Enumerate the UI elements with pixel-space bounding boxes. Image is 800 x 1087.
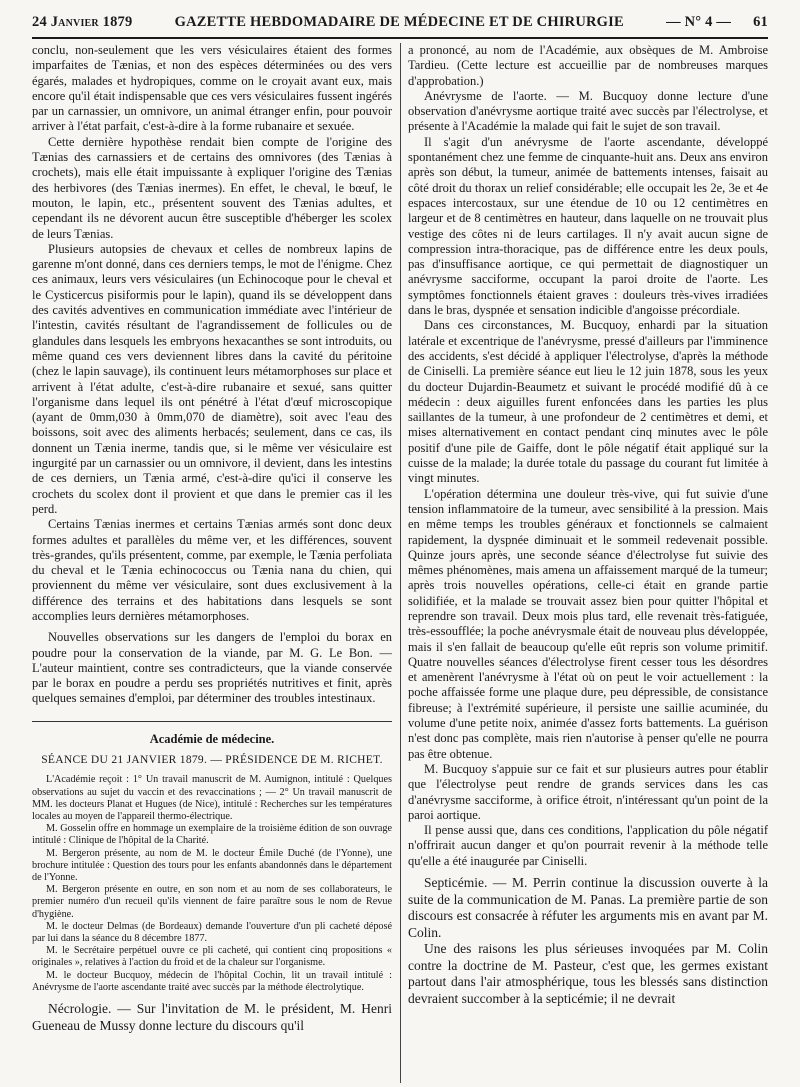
paragraph: Certains Tænias inermes et certains Tænias armés sont donc deux formes adultes et parallèles du même ver, et les différences, souvent très-grandes, qu'ils présentent, comme, par exemple, le Tænia perfoliata du cheval et le Tænia echinococcus ou Tænia nana du chien, qui proviennent du même ver vésiculaire, sont dues exclusivement à la différence des terrains et des habitations dans lesquels se sont accomplies leurs dernières métamorphoses. <box>32 517 392 623</box>
session-note: M. le docteur Delmas (de Bordeaux) demande l'ouverture d'un pli cacheté déposé par lui dans la séance du 8 décembre 1877. <box>32 920 392 944</box>
paragraph: Une des raisons les plus sérieuses invoquées par M. Colin contre la doctrine de M. Pasteur, c'est que, les germes existant partout dans l'air atmosphérique, tous les blessés sans distinction devraient succomber à la septicémie; il ne devrait <box>408 941 768 1006</box>
septicemie-paragraph: Septicémie. — M. Perrin continue la discussion ouverte à la suite de la communication de M. Panas. La première partie de son discours est consacrée à réfuter les arguments mis en avant par M. Colin. <box>408 875 768 940</box>
running-header <box>32 14 768 39</box>
issue-number: — N° 4 — <box>666 14 732 30</box>
aneurysm-paragraph: Anévrysme de l'aorte. — M. Bucquoy donne lecture d'une observation d'anévrysme aortique traité avec succès par l'électrolyse, et présente à l'Académie la malade qui fait le sujet de son travail. <box>408 88 768 134</box>
page-number: 61 <box>753 14 768 30</box>
paragraph: Plusieurs autopsies de chevaux et celles de nombreux lapins de garenne m'ont donné, dans ces derniers temps, le mot de l'énigme. Chez ces animaux, leurs vers vésiculaires (un Echinocoque pour le cheval et le Cysticercus pisiformis pour le lapin), quand ils se développent dans des cavités adventives en communication immédiate avec l'intérieur de l'intestin, cavités résultant de l'agrandissement de follicules ou de glandules dans lesquels les embryons hexacanthes se sont introduits, ou même quand ces vers deviennent libres dans la cavité du péritoine (chez le lapin sauvage), ils continuent leurs métamorphoses sur place et arrivent à l'état adulte, c'est-à-dire rubanaire et sexué, sans quitter l'organisme dans lequel ils ont pénétré à l'état d'œuf microscopique (ayant de 0mm,030 à 0mm,070 de diamètre), soit avec l'eau des boissons, soit avec des aliments herbacés; seulement, dans ce cas, ils donnent un Tænia inerme, tandis que, si le même ver vésiculaire est ingurgité par un carnassier ou un omnivore, il devient, dans les intestins de ces derniers, un Tænia armé, c'est-à-dire qu'ici il conserve les crochets du scolex dont il provient et que dans le premier cas il les perd. <box>32 241 392 516</box>
paragraph: Dans ces circonstances, M. Bucquoy, enhardi par la situation latérale et excentrique de l'anévrysme, pressé d'ailleurs par l'imminence des accidents, s'est décidé à appliquer l'électrolyse, d'après la méthode de Ciniselli. La première séance eut lieu le 12 juin 1878, sous les yeux du docteur Dujardin-Beaumetz et suivant le procédé modifié dû à ce médecin : deux aiguilles furent enfoncées dans les parties les plus saillantes de la tumeur, à une profondeur de 2 centimètres et demi, et mises alternativement en contact pendant cinq minutes avec le pôle positif d'une pile de Gaiffe, dont le pôle négatif était appliqué sur la cuisse de la malade; la durée totale du passage du courant fut limitée à vingt minutes. <box>408 318 768 486</box>
paragraph: L'opération détermina une douleur très-vive, qui fut suivie d'une tension inflammatoire de la tumeur, avec sensibilité à la pression. Mais en même temps les troubles généraux et fonctionnels se calmaient rapidement, la dyspnée diminuait et le sommeil redevenait possible. Quinze jours après, une seconde séance d'électrolyse fut suivie des mêmes phénomènes, mais amena un affaissement marqué de la tumeur; après trois nouvelles opérations, celle-ci était en grande partie solidifiée, et la malade se trouvait assez bien pour quitter l'hôpital et reprendre son travail. Deux mois plus tard, elle revenait très-fatiguée, très-essoufflée; la poche anévrysmale était de nouveau plus développée, mais il s'en fallait de beaucoup qu'elle eût repris son volume primitif. Quatre nouvelles séances d'électrolyse firent cesser tous les désordres et amenèrent l'anévrysme à l'état où on peut le voir actuellement : la poche affaissée forme une plaque dure, peu dépressible, de consistance fibreuse; à l'extrémité supérieure, il persiste une saillie acuminée, du volume d'une petite noix, animée d'assez forts battements. La guérison n'est donc pas complète, mais rien n'autorise à penser qu'elle ne pourra pas être obtenue. <box>408 486 768 761</box>
issue-date: 24 Janvier 1879 <box>32 14 133 30</box>
session-notes <box>32 774 392 994</box>
header-right <box>666 14 768 31</box>
right-column <box>408 43 768 1034</box>
paragraph: Il s'agit d'un anévrysme de l'aorte ascendante, développé spontanément chez une femme de cinquante-huit ans. Deux ans environ après son début, la tumeur, animée de battements intenses, faisait au côté droit du thorax un relief considérable; elle occupait les 2e, 3e et 4e espaces intercostaux, sur une étendue de 10 ou 12 centimètres en largeur et de 8 centimètres en hauteur, dans laquelle on ne trouvait plus vestige des côtes ni de leurs cartilages. Il n'y avait aucun signe de compression intra-thoracique, pas de différence entre les deux pouls, pas d'insuffisance aortique, ce qui permettait de diagnostiquer un anévrysme sacciforme, occupant la paroi droite de l'aorte. Les symptômes fonctionnels étaient graves : douleurs très-vives irradiées dans le bras, dyspnée et sensation indicible d'angoisse précordiale. <box>408 134 768 318</box>
session-note: M. Bergeron présente en outre, en son nom et au nom de ses collaborateurs, le premier numéro d'un recueil qu'ils viennent de faire paraître sous le nom de Revue d'hygiène. <box>32 884 392 920</box>
session-note: M. Gosselin offre en hommage un exemplaire de la troisième édition de son ouvrage intitulé : Clinique de l'hôpital de la Charité. <box>32 823 392 847</box>
session-note: M. Bergeron présente, au nom de M. le docteur Émile Duché (de l'Yonne), une brochure intitulée : Question des tours pour les enfants abandonnés dans le département de l'Yonne. <box>32 847 392 883</box>
column-divider <box>400 43 401 1083</box>
session-heading: SÉANCE DU 21 JANVIER 1879. — PRÉSIDENCE DE M. RICHET. <box>41 754 383 767</box>
left-column <box>32 43 392 1034</box>
paragraph: conclu, non-seulement que les vers vésiculaires étaient des formes imparfaites de Tænias, et non des espèces déterminées ou des vers égarés, malades et hydropiques, comme on le croyait avant eux, mais encore qu'il était indispensable que ces vers vésiculaires fussent ingérés par un carnassier, un omnivore, un animal étranger enfin, pour pouvoir arriver à l'état parfait, c'est-à-dire à la forme rubanaire et sexuée. <box>32 43 392 134</box>
paragraph: M. Bucquoy s'appuie sur ce fait et sur plusieurs autres pour établir que l'électrolyse peut rendre de grands services dans les cas d'anévrysme sacciforme, à orifice étroit, n'intéressant qu'un point de la paroi aortique. <box>408 761 768 822</box>
session-note: L'Académie reçoit : 1° Un travail manuscrit de M. Aumignon, intitulé : Quelques observations au sujet du vaccin et des revaccinations ; — 2° Un travail manuscrit de MM. les docteurs Planat et Hugues (de Nice), intitulé : Recherches sur les températures locales au moyen de l'appareil thermo-électrique. <box>32 774 392 822</box>
paragraph: Il pense aussi que, dans ces conditions, l'application du pôle négatif n'offrirait aucun danger et qu'on pourrait revenir à la méthode telle qu'elle a été inaugurée par Ciniselli. <box>408 823 768 868</box>
journal-title: GAZETTE HEBDOMADAIRE DE MÉDECINE ET DE CHIRURGIE <box>174 14 624 30</box>
academie-title: Académie de médecine. <box>149 731 275 746</box>
paragraph: Cette dernière hypothèse rendait bien compte de l'origine des Tænias des carnassiers et de certains des omnivores (des Tænias à crochets), mais elle était impuissante à expliquer l'origine des Tænias des herbivores (des Tænias inermes). En effet, le cheval, le bœuf, le mouton, le lapin, etc., présentent souvent des Tænias adultes, et cependant ils ne dévorent aucun être susceptible d'héberger les scolex de leurs Tænias. <box>32 134 392 241</box>
necrologie-paragraph: Nécrologie. — Sur l'invitation de M. le président, M. Henri Gueneau de Mussy donne lecture du discours qu'il <box>32 1001 392 1034</box>
text-columns <box>32 43 768 1034</box>
paragraph: a prononcé, au nom de l'Académie, aux obsèques de M. Ambroise Tardieu. (Cette lecture est accueillie par de nombreuses marques d'approbation.) <box>408 43 768 88</box>
session-note: M. le Secrétaire perpétuel ouvre ce pli cacheté, qui contient cinq propositions « originales », relatives à l'action du froid et de la chaleur sur l'organisme. <box>32 945 392 969</box>
session-note: M. le docteur Bucquoy, médecin de l'hôpital Cochin, lit un travail intitulé : Anévrysme de l'aorte ascendante traité avec succès par la méthode électrolytique. <box>32 969 392 993</box>
section-rule <box>32 721 392 722</box>
borax-notice: Nouvelles observations sur les dangers de l'emploi du borax en poudre pour la conservation de la viande, par M. G. Le Bon. — L'auteur maintient, contre ses contradicteurs, que la viande conservée par le borax en poudre a perdu ses propriétés nutritives et finit, après quelques semaines d'emploi, par déterminer des troubles intestinaux. <box>32 630 392 706</box>
